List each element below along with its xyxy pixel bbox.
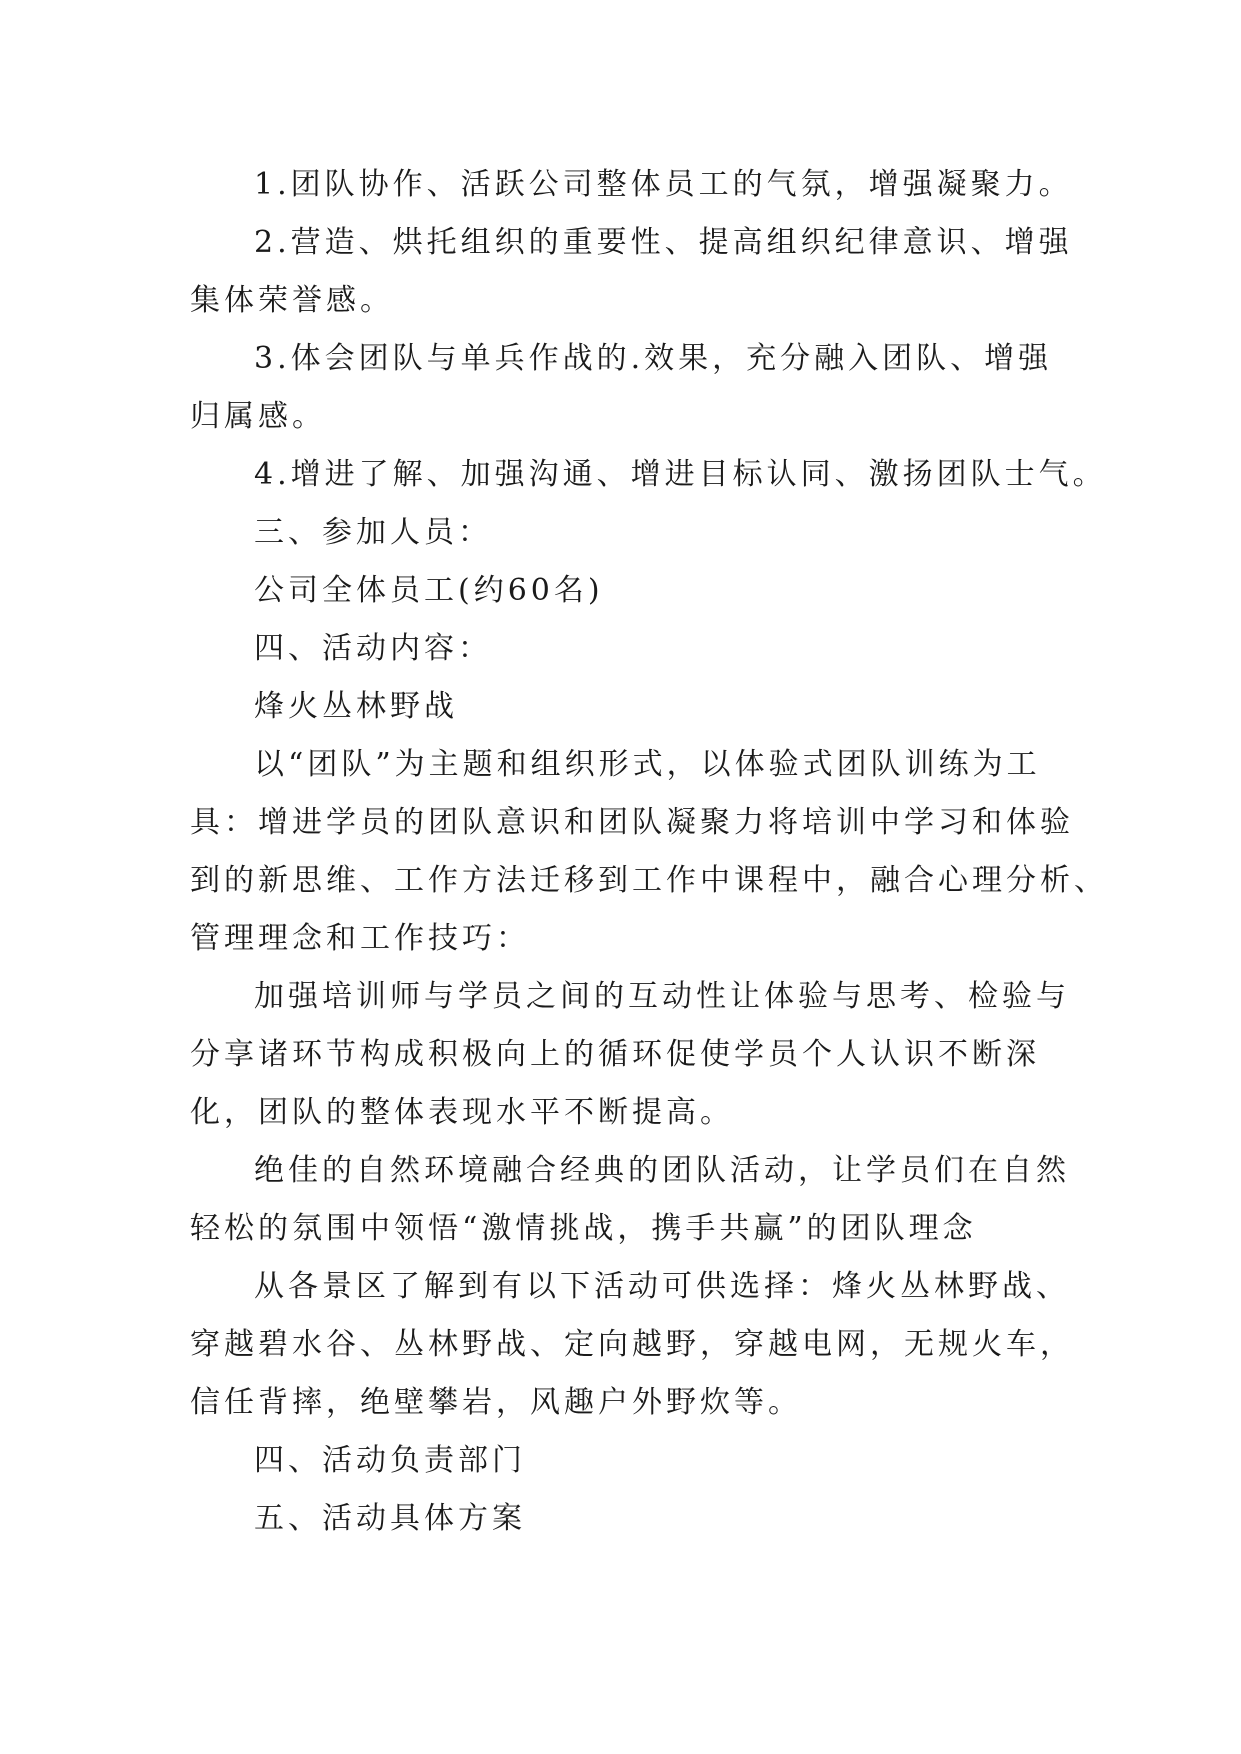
text-line: 4.增进了解、加强沟通、增进目标认同、激扬团队士气。 xyxy=(254,457,1107,492)
text-line: 3.体会团队与单兵作战的.效果，充分融入团队、增强 xyxy=(254,341,1053,376)
text-line: 归属感。 xyxy=(190,399,326,434)
text-line: 烽火丛林野战 xyxy=(254,689,458,724)
text-line: 轻松的氛围中领悟“激情挑战，携手共赢”的团队理念 xyxy=(190,1211,977,1246)
text-line: 绝佳的自然环境融合经典的团队活动，让学员们在自然 xyxy=(254,1153,1070,1188)
text-line: 穿越碧水谷、丛林野战、定向越野，穿越电网，无规火车， xyxy=(190,1327,1074,1362)
text-line: 1.团队协作、活跃公司整体员工的气氛，增强凝聚力。 xyxy=(254,167,1073,202)
text-line: 具：增进学员的团队意识和团队凝聚力将培训中学习和体验 xyxy=(190,805,1074,840)
text-line: 分享诸环节构成积极向上的循环促使学员个人认识不断深 xyxy=(190,1037,1040,1072)
text-line: 从各景区了解到有以下活动可供选择：烽火丛林野战、 xyxy=(254,1269,1070,1304)
section-heading: 五、活动具体方案 xyxy=(254,1501,526,1536)
text-line: 到的新思维、工作方法迁移到工作中课程中，融合心理分析、 xyxy=(190,863,1108,898)
text-line: 化，团队的整体表现水平不断提高。 xyxy=(190,1095,734,1130)
section-heading: 四、活动内容： xyxy=(254,631,492,666)
section-heading: 四、活动负责部门 xyxy=(254,1443,526,1478)
text-line: 加强培训师与学员之间的互动性让体验与思考、检验与 xyxy=(254,979,1070,1014)
text-line: 集体荣誉感。 xyxy=(190,283,394,318)
text-line: 公司全体员工(约60名) xyxy=(254,573,604,608)
text-line: 管理理念和工作技巧： xyxy=(190,921,530,956)
text-line: 2.营造、烘托组织的重要性、提高组织纪律意识、增强 xyxy=(254,225,1073,260)
text-line: 信任背摔，绝壁攀岩，风趣户外野炊等。 xyxy=(190,1385,802,1420)
text-line: 以“团队”为主题和组织形式，以体验式团队训练为工 xyxy=(254,747,1041,782)
document-body xyxy=(190,156,1108,1548)
section-heading: 三、参加人员： xyxy=(254,515,492,550)
